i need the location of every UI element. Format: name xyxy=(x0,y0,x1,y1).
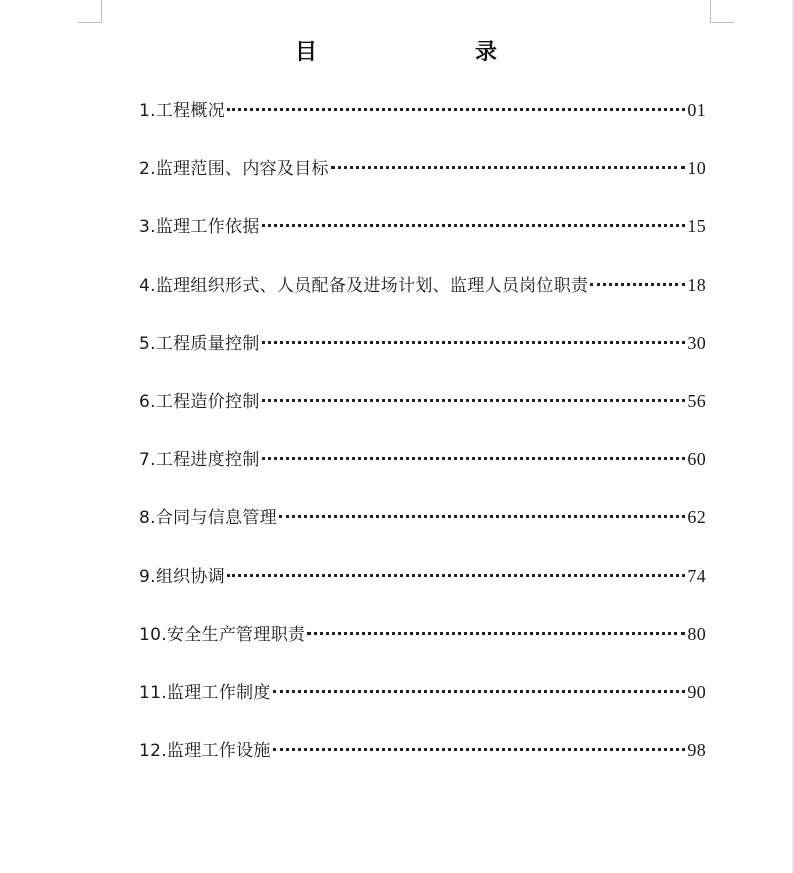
toc-entry[interactable] xyxy=(139,501,706,559)
toc-entry-page: 18 xyxy=(687,274,706,295)
toc-entry-page: 56 xyxy=(687,390,706,411)
toc-entry-label: 12.监理工作设施 xyxy=(139,741,271,762)
toc-dot-leader xyxy=(262,399,686,402)
crop-mark-top-right-vertical xyxy=(710,0,711,22)
toc-entry-page: 60 xyxy=(687,449,706,470)
toc-entry[interactable] xyxy=(139,734,706,792)
toc-entry-label: 2.监理范围、内容及目标 xyxy=(139,159,329,180)
toc-entry-page: 30 xyxy=(687,332,706,353)
toc-entry-label: 7.工程进度控制 xyxy=(139,450,260,471)
toc-entry[interactable] xyxy=(139,443,706,501)
toc-dot-leader xyxy=(227,108,685,111)
toc-entry-page: 01 xyxy=(687,100,706,120)
toc-entry[interactable] xyxy=(139,94,706,152)
toc-dot-leader xyxy=(279,515,685,518)
toc-entry-page: 90 xyxy=(687,681,706,702)
toc-entry-label: 3.监理工作依据 xyxy=(139,217,260,238)
toc-entry[interactable] xyxy=(139,210,706,268)
toc-entry-label: 10.安全生产管理职责 xyxy=(139,624,306,645)
crop-mark-top-right-horizontal xyxy=(710,22,734,23)
toc-entry[interactable] xyxy=(139,618,706,676)
toc-entry-page: 10 xyxy=(687,158,706,179)
toc-dot-leader xyxy=(590,283,685,286)
toc-dot-leader xyxy=(273,690,686,693)
toc-dot-leader xyxy=(307,632,685,635)
toc-entry-label: 8.合同与信息管理 xyxy=(139,508,277,529)
toc-entry[interactable] xyxy=(139,676,706,734)
toc-entry-label: 9.组织协调 xyxy=(139,566,226,587)
toc-entry[interactable] xyxy=(139,152,706,210)
toc-entry-page: 62 xyxy=(687,507,706,528)
toc-entry[interactable] xyxy=(139,327,706,385)
toc-entry-label: 4.监理组织形式、人员配备及进场计划、监理人员岗位职责 xyxy=(139,275,589,296)
toc-entry-page: 98 xyxy=(687,740,706,761)
toc-dot-leader xyxy=(262,457,686,460)
toc-entry[interactable] xyxy=(139,385,706,443)
toc-dot-leader xyxy=(273,748,686,751)
crop-mark-top-left-horizontal xyxy=(78,22,102,23)
toc-title: 目 录 xyxy=(294,39,565,65)
toc-dot-leader xyxy=(262,341,686,344)
toc-entry-label: 1.工程概况 xyxy=(139,101,226,121)
table-of-contents xyxy=(139,94,706,792)
toc-entry-page: 80 xyxy=(687,623,706,644)
toc-entry-page: 74 xyxy=(687,565,706,586)
toc-entry[interactable] xyxy=(139,560,706,618)
toc-dot-leader xyxy=(331,166,686,169)
crop-mark-top-left-vertical xyxy=(101,0,102,22)
toc-dot-leader xyxy=(227,574,685,577)
toc-entry-page: 15 xyxy=(687,216,706,237)
toc-dot-leader xyxy=(262,224,686,227)
toc-entry-label: 11.监理工作制度 xyxy=(139,682,271,703)
toc-entry-label: 6.工程造价控制 xyxy=(139,391,260,412)
toc-entry[interactable] xyxy=(139,269,706,327)
toc-entry-label: 5.工程质量控制 xyxy=(139,333,260,354)
